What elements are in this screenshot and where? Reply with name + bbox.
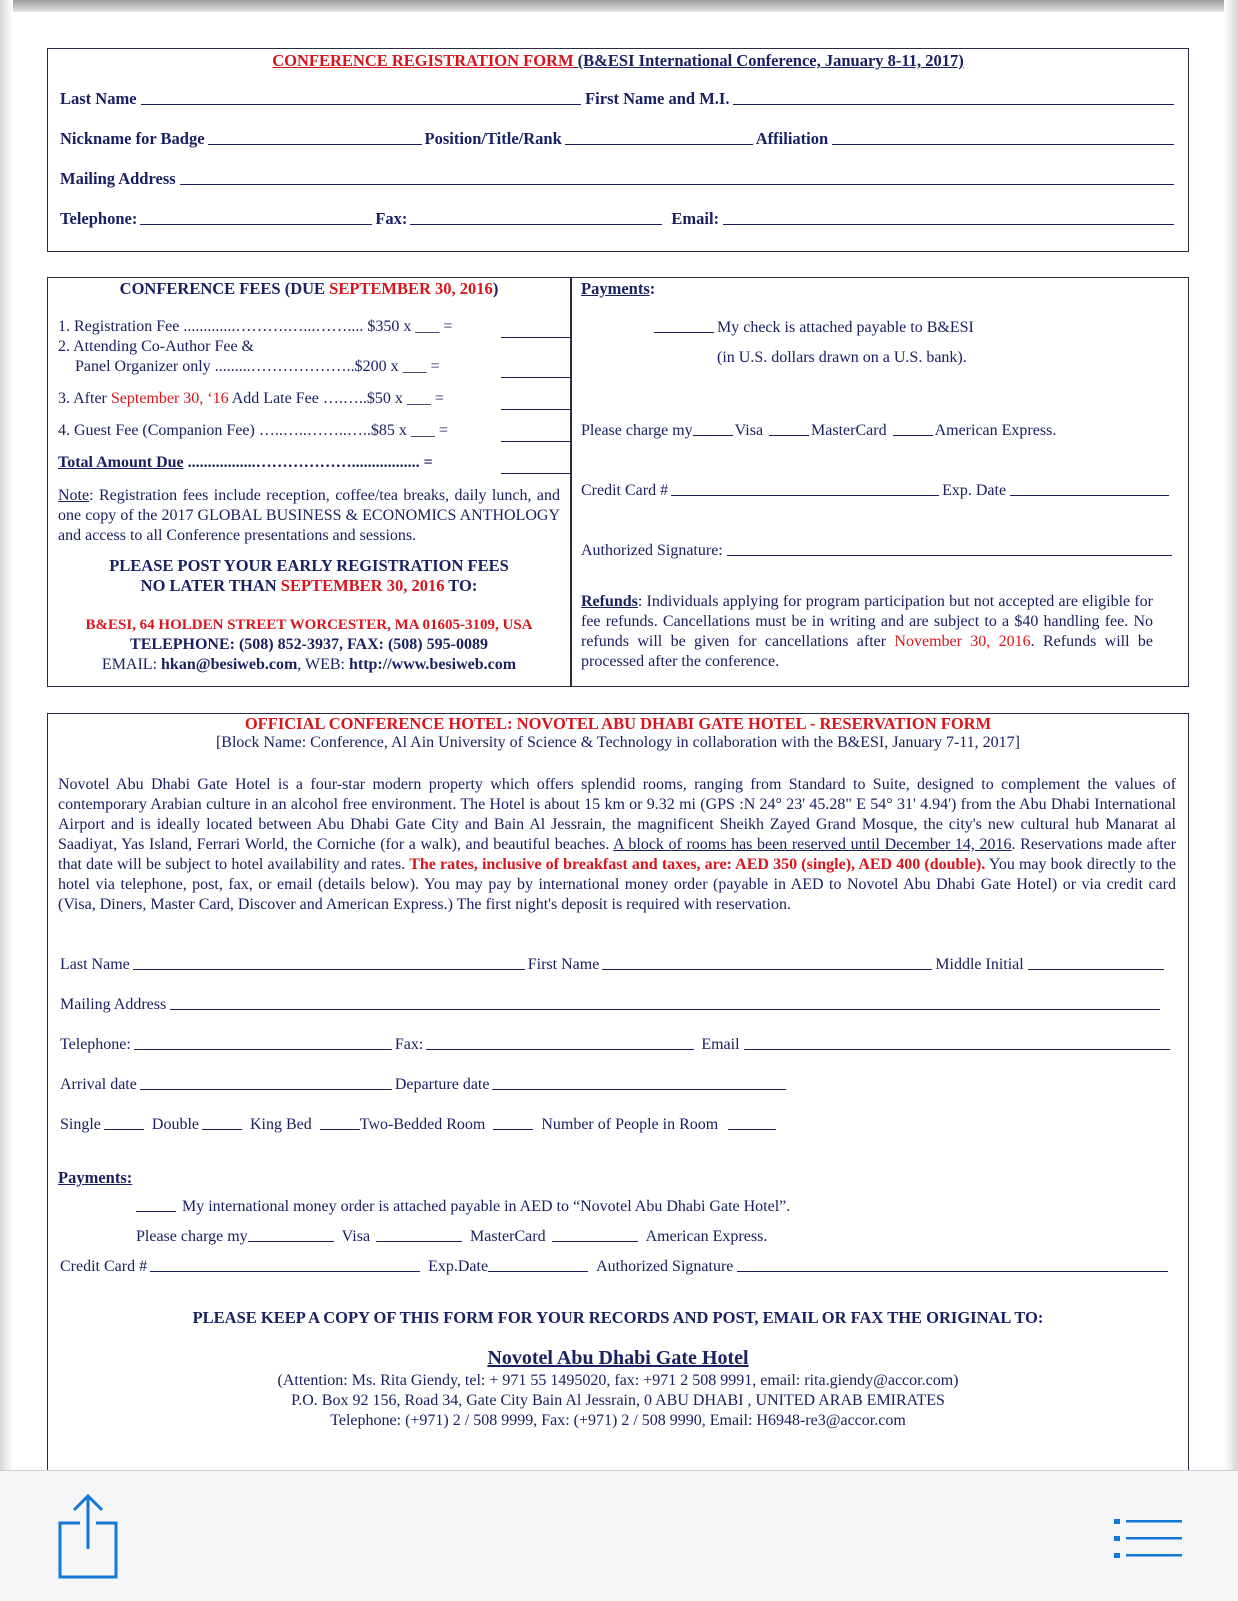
money-order-label: My international money order is attached payable in AED to “Novotel Abu Dhabi Gate Hotel”. bbox=[182, 1198, 791, 1215]
single-field[interactable] bbox=[104, 1128, 144, 1130]
last-name-label: Last Name bbox=[60, 89, 137, 108]
fees-note bbox=[58, 486, 560, 546]
departure-field[interactable] bbox=[492, 1088, 786, 1090]
fees-post-2-red: SEPTEMBER 30, 2016 bbox=[280, 576, 445, 595]
hotel-signature-label: Authorized Signature bbox=[596, 1258, 734, 1275]
fees-divider bbox=[570, 278, 572, 686]
fax-field[interactable] bbox=[410, 223, 662, 225]
card-number-field[interactable] bbox=[671, 494, 939, 496]
fees-heading-a: CONFERENCE FEES (DUE bbox=[119, 279, 330, 298]
hotel-block-name: [Block Name: Conference, Al Ain University of Science & Technology in collaboration with the B&ESI, January 7-11, 2017] bbox=[215, 734, 1021, 751]
fee-item-guest bbox=[58, 422, 563, 440]
hotel-first-name-label: First Name bbox=[527, 956, 600, 973]
fee-total-dots: .................………………................. = bbox=[183, 454, 433, 471]
right-shadow bbox=[1224, 0, 1238, 1470]
besi-web-link[interactable]: http://www.besiweb.com bbox=[348, 656, 517, 673]
check-note: (in U.S. dollars drawn on a U.S. bank). bbox=[717, 349, 967, 366]
mailing-label: Mailing Address bbox=[60, 169, 176, 188]
fees-heading bbox=[48, 279, 570, 299]
fee-item-coauthor-a bbox=[58, 338, 563, 356]
position-field[interactable] bbox=[565, 143, 753, 145]
besi-phone: TELEPHONE: (508) 852-3937, FAX: (508) 595-0089 bbox=[130, 636, 488, 653]
besi-email-label: EMAIL: bbox=[101, 656, 162, 673]
fee-item-3-total[interactable] bbox=[501, 408, 571, 410]
name-row bbox=[60, 89, 1178, 109]
hotel-middle-label: Middle Initial bbox=[935, 956, 1024, 973]
money-order-row bbox=[136, 1198, 790, 1216]
fees-note-label: Note bbox=[58, 487, 90, 504]
mailing-row bbox=[60, 169, 1178, 189]
registration-title-rest: (B&ESI International Conference, January 8-11, 2017) bbox=[573, 51, 964, 70]
affiliation-field[interactable] bbox=[832, 143, 1174, 145]
registration-title bbox=[48, 51, 1188, 71]
badge-row bbox=[60, 129, 1178, 149]
money-order-field[interactable] bbox=[136, 1210, 176, 1212]
check-field[interactable] bbox=[654, 331, 714, 333]
hotel-description bbox=[58, 775, 1176, 915]
fee-total bbox=[58, 454, 563, 472]
telephone-field[interactable] bbox=[140, 223, 372, 225]
payments-heading bbox=[581, 279, 655, 299]
besi-contact bbox=[48, 615, 570, 675]
bottom-toolbar bbox=[0, 1470, 1238, 1601]
hotel-visa-label: Visa bbox=[341, 1228, 371, 1245]
registration-title-red: CONFERENCE REGISTRATION FORM bbox=[272, 51, 574, 70]
double-field[interactable] bbox=[202, 1128, 242, 1130]
arrival-label: Arrival date bbox=[60, 1076, 137, 1093]
fee-item-4-text: 4. Guest Fee (Companion Fee) …..…..……..…..$85 x ___ = bbox=[58, 422, 448, 439]
single-label: Single bbox=[60, 1116, 101, 1133]
last-name-field[interactable] bbox=[141, 103, 582, 105]
besi-address: B&ESI, 64 HOLDEN STREET WORCESTER, MA 01605-3109, USA bbox=[85, 617, 533, 633]
hotel-email-field[interactable] bbox=[744, 1048, 1170, 1050]
hotel-fax-label: Fax: bbox=[394, 1036, 424, 1053]
fee-item-3a: 3. After bbox=[58, 390, 111, 407]
hotel-desc-a: Novotel Abu Dhabi Gate Hotel is a four-star modern property which offers splendid rooms, ranging from Standard to Suite, designed to complement the values of contemporary Arabian culture in an alcohol free environment. The Hotel is about 15 km or 9.32 mi (GPS :N 24° 23' 45.28" E 54° 31' 4.94') from the Abu Dhabi International Airport and is ideally located between Abu Dhabi Gate City and Bain Al Jessrain, the magnificent Sheikh Zayed Grand Mosque, the city's new cultural hub Manarat al Saadiyat, Yas Island, Ferrari World, the Corniche (for a walk), and beautiful beaches. bbox=[58, 776, 1176, 853]
king-bed-label: King Bed bbox=[250, 1116, 312, 1133]
signature-field[interactable] bbox=[727, 554, 1172, 556]
nickname-field[interactable] bbox=[208, 143, 422, 145]
arrival-field[interactable] bbox=[140, 1088, 392, 1090]
hotel-phone: Telephone: (+971) 2 / 508 9999, Fax: (+971) 2 / 508 9990, Email: H6948-re3@accor.com bbox=[330, 1412, 906, 1429]
fee-item-2a-text: 2. Attending Co-Author Fee & bbox=[58, 338, 254, 355]
payments-heading-colon: : bbox=[649, 279, 656, 298]
hotel-charge-mastercard-field[interactable] bbox=[376, 1240, 462, 1242]
hotel-charge-visa-field[interactable] bbox=[248, 1240, 334, 1242]
hotel-middle-field[interactable] bbox=[1028, 968, 1164, 970]
hotel-charge-amex-field[interactable] bbox=[552, 1240, 638, 1242]
hotel-contact-row bbox=[60, 1036, 1174, 1054]
hotel-name-row bbox=[60, 956, 1168, 974]
fee-item-3-red: September 30, ‘16 bbox=[110, 390, 229, 407]
fees-payments-box bbox=[47, 277, 1189, 687]
list-icon bbox=[1110, 1517, 1184, 1561]
two-bedded-label: Two-Bedded Room bbox=[359, 1116, 486, 1133]
exp-label: Exp. Date bbox=[942, 482, 1007, 499]
hotel-charge-row bbox=[136, 1228, 767, 1246]
keep-copy-notice: PLEASE KEEP A COPY OF THIS FORM FOR YOUR RECORDS AND POST, EMAIL OR FAX THE ORIGINAL TO: bbox=[192, 1308, 1044, 1327]
fees-post-2a: NO LATER THAN bbox=[140, 576, 281, 595]
exp-field[interactable] bbox=[1010, 494, 1169, 496]
fees-post-2b: TO: bbox=[444, 576, 478, 595]
fee-item-2-total[interactable] bbox=[501, 376, 571, 378]
hotel-card-number-field[interactable] bbox=[150, 1270, 420, 1272]
fee-item-2b-text: Panel Organizer only .........………………..$200 x ___ = bbox=[75, 358, 440, 375]
nickname-label: Nickname for Badge bbox=[60, 129, 205, 148]
telephone-label: Telephone: bbox=[60, 209, 138, 228]
refunds-text-b: . Refunds will be processed after the conference. bbox=[581, 633, 1154, 670]
hotel-last-name-label: Last Name bbox=[60, 956, 130, 973]
hotel-address-block bbox=[48, 1371, 1188, 1431]
hotel-charge-label: Please charge my bbox=[136, 1228, 248, 1245]
hotel-amex-label: American Express. bbox=[645, 1228, 768, 1245]
visa-label: Visa bbox=[734, 422, 764, 439]
mastercard-label: MasterCard bbox=[811, 422, 887, 439]
two-bedded-field[interactable] bbox=[493, 1128, 533, 1130]
hotel-exp-label: Exp.Date bbox=[428, 1258, 489, 1275]
mailing-field[interactable] bbox=[180, 183, 1174, 185]
fees-heading-red: SEPTEMBER 30, 2016 bbox=[329, 279, 493, 298]
besi-email-web bbox=[48, 655, 570, 675]
affiliation-label: Affiliation bbox=[755, 129, 829, 148]
hotel-card-label: Credit Card # bbox=[60, 1258, 148, 1275]
document-page[interactable] bbox=[12, 12, 1224, 1470]
fees-post-notice bbox=[48, 556, 570, 596]
fee-item-4-total[interactable] bbox=[501, 440, 571, 442]
signature-label: Authorized Signature: bbox=[581, 542, 723, 559]
hotel-last-name-field[interactable] bbox=[133, 968, 525, 970]
amex-label: American Express. bbox=[934, 422, 1057, 439]
hotel-telephone-field[interactable] bbox=[134, 1048, 392, 1050]
hotel-desc-b: . Reservations made after that date will be subject to hotel availability and rates. bbox=[58, 836, 1176, 873]
first-name-field[interactable] bbox=[733, 103, 1174, 105]
share-icon bbox=[52, 1493, 124, 1581]
fee-item-3b: Add Late Fee ….…..$50 x ___ = bbox=[228, 390, 444, 407]
hotel-desc-c: You may book directly to the hotel via telephone, post, fax, or email (details below). You may pay by international money order (payable in AED to Novotel Abu Dhabi Gate Hotel) or via credit card (Visa, Diners, Master Card, Discover and American Express.) The first night's deposit is required with reservation. bbox=[58, 856, 1177, 913]
hotel-dates-row bbox=[60, 1076, 1178, 1094]
email-label: Email: bbox=[671, 209, 720, 228]
fee-item-late bbox=[58, 390, 563, 408]
email-field[interactable] bbox=[723, 223, 1174, 225]
hotel-exp-field[interactable] bbox=[488, 1270, 588, 1272]
hotel-title: OFFICIAL CONFERENCE HOTEL: NOVOTEL ABU DHABI GATE HOTEL - RESERVATION FORM bbox=[244, 714, 992, 733]
position-label: Position/Title/Rank bbox=[424, 129, 562, 148]
payments-heading-text: Payments bbox=[581, 279, 650, 298]
departure-label: Departure date bbox=[394, 1076, 490, 1093]
refunds-date: November 30, 2016 bbox=[894, 633, 1031, 650]
contact-row bbox=[60, 209, 1178, 229]
hotel-signature-field[interactable] bbox=[737, 1270, 1168, 1272]
charge-row bbox=[581, 422, 1056, 440]
fees-heading-b: ) bbox=[492, 279, 499, 298]
hotel-room-row bbox=[60, 1116, 1178, 1134]
fee-total-field[interactable] bbox=[501, 472, 571, 474]
hotel-first-name-field[interactable] bbox=[602, 968, 932, 970]
fee-item-1-text: 1. Registration Fee .............……….…...…….... $350 x ___ = bbox=[58, 318, 453, 335]
fees-note-text: : Registration fees include reception, coffee/tea breaks, daily lunch, and one copy of the 2017 GLOBAL BUSINESS & ECONOMICS ANTHOLOGY and access to all Conference presentations and sessions. bbox=[58, 487, 560, 544]
fees-post-line-2 bbox=[48, 576, 570, 596]
check-label: My check is attached payable to B&ESI bbox=[717, 319, 974, 336]
list-button[interactable] bbox=[1110, 1517, 1184, 1561]
card-row bbox=[581, 482, 1173, 500]
hotel-mailing-field[interactable] bbox=[170, 1008, 1160, 1010]
fee-item-registration bbox=[58, 318, 563, 336]
hotel-attention: (Attention: Ms. Rita Giendy, tel: + 971 55 1495020, fax: +971 2 508 9991, email: rita.giendy@accor.com) bbox=[277, 1372, 959, 1389]
hotel-email-label: Email bbox=[701, 1036, 740, 1053]
charge-visa-field[interactable] bbox=[693, 434, 733, 436]
hotel-mailing-label: Mailing Address bbox=[60, 996, 167, 1013]
hotel-mailing-row bbox=[60, 996, 1164, 1014]
hotel-payments-heading: Payments: bbox=[58, 1168, 133, 1187]
registration-box bbox=[47, 48, 1189, 252]
hotel-fax-field[interactable] bbox=[426, 1048, 694, 1050]
first-name-label: First Name and M.I. bbox=[585, 89, 730, 108]
besi-email-link[interactable]: hkan@besiweb.com bbox=[161, 656, 298, 673]
fee-total-label: Total Amount Due bbox=[58, 454, 184, 471]
signature-row bbox=[581, 542, 1176, 560]
double-label: Double bbox=[151, 1116, 199, 1133]
refunds-text-a: : Individuals applying for program participation but not accepted are eligible for fee refunds. Cancellations must be in writing and are subject to a $40 handling fee. No refunds will be given for cancellations after bbox=[581, 593, 1153, 650]
people-field[interactable] bbox=[728, 1128, 776, 1130]
hotel-desc-rates: The rates, inclusive of breakfast and taxes, are: AED 350 (single), AED 400 (double). bbox=[409, 856, 986, 873]
share-button[interactable] bbox=[52, 1493, 124, 1581]
refunds-paragraph bbox=[581, 592, 1153, 672]
charge-mastercard-field[interactable] bbox=[769, 434, 809, 436]
check-option bbox=[651, 319, 974, 337]
fee-item-coauthor-b bbox=[75, 358, 580, 376]
fax-label: Fax: bbox=[375, 209, 408, 228]
charge-amex-field[interactable] bbox=[893, 434, 933, 436]
besi-web-label: , WEB: bbox=[297, 656, 349, 673]
card-label: Credit Card # bbox=[581, 482, 669, 499]
refunds-label: Refunds bbox=[581, 593, 638, 610]
king-bed-field[interactable] bbox=[320, 1128, 360, 1130]
hotel-card-row bbox=[60, 1258, 1172, 1276]
hotel-po-box: P.O. Box 92 156, Road 34, Gate City Bain Al Jessrain, 0 ABU DHABI , UNITED ARAB EMIRATES bbox=[291, 1392, 945, 1409]
people-label: Number of People in Room bbox=[541, 1116, 719, 1133]
hotel-desc-block: A block of rooms has been reserved until December 14, 2016 bbox=[613, 836, 1012, 853]
hotel-telephone-label: Telephone: bbox=[60, 1036, 131, 1053]
hotel-box bbox=[47, 713, 1189, 1503]
fees-post-line-1: PLEASE POST YOUR EARLY REGISTRATION FEES bbox=[109, 556, 509, 575]
hotel-mastercard-label: MasterCard bbox=[470, 1228, 546, 1245]
charge-label: Please charge my bbox=[581, 422, 693, 439]
hotel-name-link[interactable]: Novotel Abu Dhabi Gate Hotel bbox=[487, 1347, 749, 1369]
